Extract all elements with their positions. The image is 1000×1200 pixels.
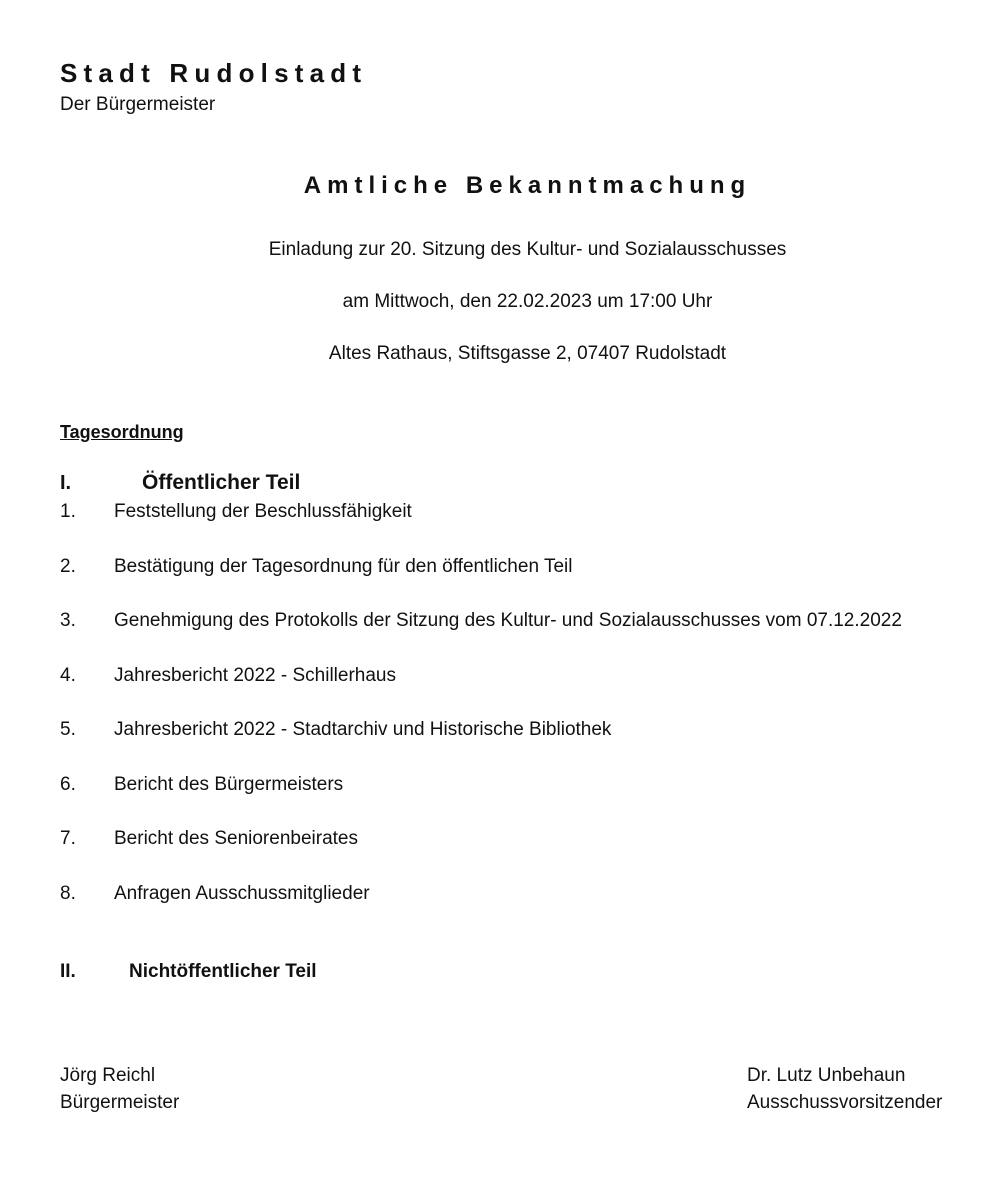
public-section-number: I. xyxy=(60,472,72,494)
mayor-signature-role: Bürgermeister xyxy=(60,1092,180,1113)
issuing-office: Der Bürgermeister xyxy=(60,94,216,115)
chair-signature-role: Ausschussvorsitzender xyxy=(747,1092,943,1113)
invitation-line: Einladung zur 20. Sitzung des Kultur- und Sozialausschusses xyxy=(268,239,787,260)
agenda-item-text: Jahresbericht 2022 - Stadtarchiv und Historische Bibliothek xyxy=(114,719,612,740)
public-section-title: Öffentlicher Teil xyxy=(142,471,301,494)
agenda-item-number: 8. xyxy=(60,883,76,904)
agenda-item-text: Bericht des Seniorenbeirates xyxy=(114,828,358,849)
agenda-item-number: 4. xyxy=(60,665,76,686)
agenda-item-number: 7. xyxy=(60,828,76,849)
private-section-title: Nichtöffentlicher Teil xyxy=(129,961,317,982)
city-name: Stadt Rudolstadt xyxy=(60,58,368,88)
agenda-item-number: 3. xyxy=(60,610,76,631)
agenda-item-number: 1. xyxy=(60,501,76,522)
agenda-item-text: Jahresbericht 2022 - Schillerhaus xyxy=(114,665,396,686)
mayor-signature-name: Jörg Reichl xyxy=(60,1065,156,1086)
meeting-date-line: am Mittwoch, den 22.02.2023 um 17:00 Uhr xyxy=(342,291,713,312)
agenda-item-text: Genehmigung des Protokolls der Sitzung des Kultur- und Sozialausschusses vom 07.12.2022 xyxy=(114,610,902,631)
private-section-number: II. xyxy=(60,961,76,982)
agenda-item-number: 2. xyxy=(60,556,76,577)
agenda-item-text: Anfragen Ausschussmitglieder xyxy=(114,883,370,904)
agenda-heading: Tagesordnung xyxy=(60,422,184,442)
agenda-item-text: Bestätigung der Tagesordnung für den öffentlichen Teil xyxy=(114,556,573,577)
agenda-item-text: Bericht des Bürgermeisters xyxy=(114,774,344,795)
meeting-location-line: Altes Rathaus, Stiftsgasse 2, 07407 Rudolstadt xyxy=(328,343,727,364)
agenda-item-number: 6. xyxy=(60,774,76,795)
notice-title: Amtliche Bekanntmachung xyxy=(303,172,752,199)
agenda-item-number: 5. xyxy=(60,719,76,740)
agenda-item-text: Feststellung der Beschlussfähigkeit xyxy=(114,501,412,522)
chair-signature-name: Dr. Lutz Unbehaun xyxy=(747,1065,906,1086)
